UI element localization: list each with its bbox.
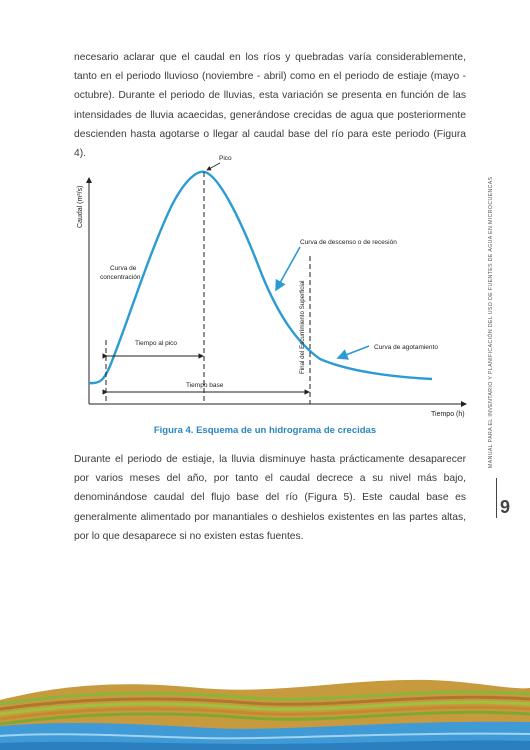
page-number: 9 bbox=[499, 497, 510, 517]
label-curva-concentracion-2: concentración bbox=[100, 274, 141, 281]
x-axis-label: Tiempo (h) bbox=[431, 411, 465, 418]
label-curva-descenso: Curva de descenso o de recesión bbox=[300, 239, 397, 246]
agotamiento-arrow bbox=[338, 346, 369, 358]
label-pico: Pico bbox=[219, 155, 232, 162]
pico-arrow bbox=[207, 163, 220, 170]
label-curva-concentracion-1: Curva de bbox=[110, 265, 137, 272]
paragraph-top: necesario aclarar que el caudal en los ríos y quebradas varía considerablemente, tanto en el periodo lluvioso (noviembre - abril) como en el periodo de estiaje (mayo - octubre). Durante el periodo de lluvias, esta variación se presenta en función de las intensidades de lluvia acaecidas, generándose crecidas de agua que posteriormente descienden hasta agotarse o llegar al caudal base del río para este periodo (Figura 4). bbox=[74, 52, 466, 160]
label-curva-agotamiento: Curva de agotamiento bbox=[374, 344, 438, 351]
landscape-illustration bbox=[0, 640, 530, 750]
figure-caption: Figura 4. Esquema de un hidrograma de crecidas bbox=[153, 425, 377, 436]
y-axis-label: Caudal (m³/s) bbox=[77, 185, 84, 228]
label-tiempo-base: Tiempo base bbox=[186, 382, 224, 389]
manual-title-vertical: MANUAL PARA EL INVENTARIO Y PLANIFICACIÓN DEL USO DE FUENTES DE AGUA EN MICROCUENCAS bbox=[488, 176, 494, 468]
descenso-arrow bbox=[276, 247, 300, 290]
label-final-escurrimiento: Final del Escurrimiento Superficial bbox=[299, 280, 306, 374]
label-tiempo-al-pico: Tiempo al pico bbox=[135, 340, 178, 347]
paragraph-bottom: Durante el periodo de estiaje, la lluvia disminuye hasta prácticamente desaparecer por varios meses del año, por tanto el caudal decrece a su nivel más bajo, denominándose caudal del flujo base del río (Figura 5). Este caudal base es generalmente alimentado por manantiales o deshielos existentes en las partes altas, por lo que desaparece si no existen estas fuentes. bbox=[74, 454, 466, 542]
